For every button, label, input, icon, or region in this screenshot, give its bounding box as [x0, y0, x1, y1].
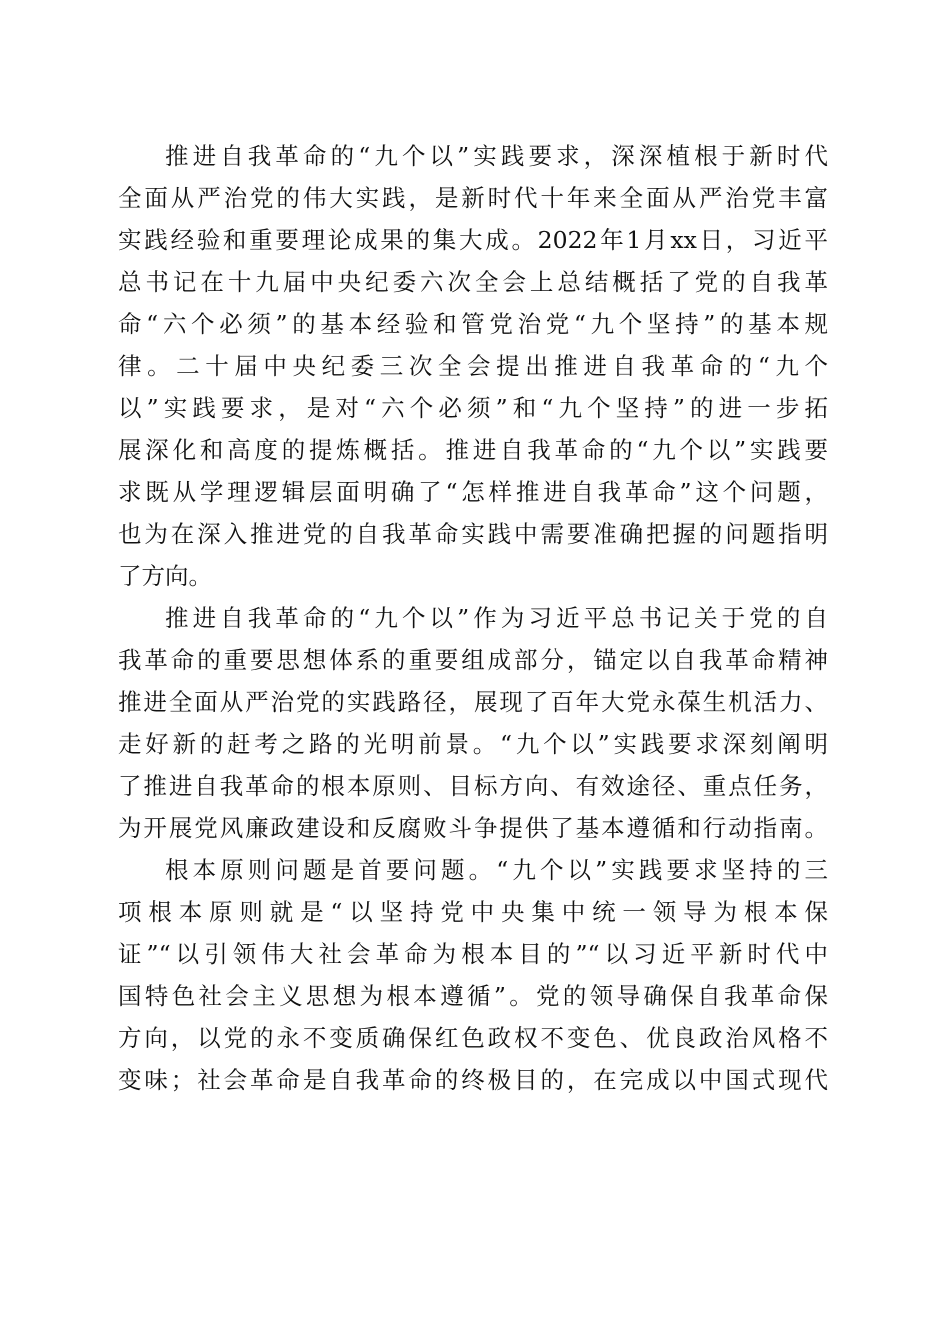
- paragraph-line: 了推进自我革命的根本原则、目标方向、有效途径、重点任务，: [118, 772, 828, 800]
- paragraph-line: 方向，以党的永不变质确保红色政权不变色、优良政治风格不: [118, 1024, 828, 1052]
- paragraph-2: [118, 597, 828, 849]
- paragraph-line: 根本原则问题是首要问题。“九个以”实践要求坚持的三: [165, 856, 828, 884]
- paragraph-line: 走好新的赶考之路的光明前景。“九个以”实践要求深刻阐明: [118, 730, 828, 758]
- paragraph-line: 项根本原则就是“以坚持党中央集中统一领导为根本保: [118, 898, 828, 926]
- paragraph-line: 命“六个必须”的基本经验和管党治党“九个坚持”的基本规: [118, 310, 828, 338]
- paragraph-line: 变味；社会革命是自我革命的终极目的，在完成以中国式现代: [118, 1066, 828, 1094]
- paragraph-line: 推进全面从严治党的实践路径，展现了百年大党永葆生机活力、: [118, 688, 828, 716]
- paragraph-line: 总书记在十九届中央纪委六次全会上总结概括了党的自我革: [118, 268, 828, 296]
- document-body: [118, 135, 828, 1101]
- paragraph-3: [118, 849, 828, 1101]
- paragraph-line: 律。二十届中央纪委三次全会提出推进自我革命的“九个: [118, 352, 828, 380]
- paragraph-line: 求既从学理逻辑层面明确了“怎样推进自我革命”这个问题，: [118, 478, 828, 506]
- paragraph-line: 推进自我革命的“九个以”作为习近平总书记关于党的自: [165, 604, 828, 632]
- paragraph-line: 证”“以引领伟大社会革命为根本目的”“以习近平新时代中: [118, 940, 828, 968]
- paragraph-line: 国特色社会主义思想为根本遵循”。党的领导确保自我革命保: [118, 982, 828, 1010]
- paragraph-line: 也为在深入推进党的自我革命实践中需要准确把握的问题指明: [118, 520, 828, 548]
- paragraph-line: 实践经验和重要理论成果的集大成。2022年1月xx日，习近平: [118, 226, 828, 254]
- paragraph-line: 展深化和高度的提炼概括。推进自我革命的“九个以”实践要: [118, 436, 828, 464]
- paragraph-1: [118, 135, 828, 597]
- paragraph-line: 以”实践要求，是对“六个必须”和“九个坚持”的进一步拓: [118, 394, 828, 422]
- paragraph-line: 全面从严治党的伟大实践，是新时代十年来全面从严治党丰富: [118, 184, 828, 212]
- paragraph-line: 了方向。: [118, 562, 212, 590]
- paragraph-line: 推进自我革命的“九个以”实践要求，深深植根于新时代: [165, 142, 828, 170]
- paragraph-line: 我革命的重要思想体系的重要组成部分，锚定以自我革命精神: [118, 646, 828, 674]
- paragraph-line: 为开展党风廉政建设和反腐败斗争提供了基本遵循和行动指南。: [118, 814, 828, 842]
